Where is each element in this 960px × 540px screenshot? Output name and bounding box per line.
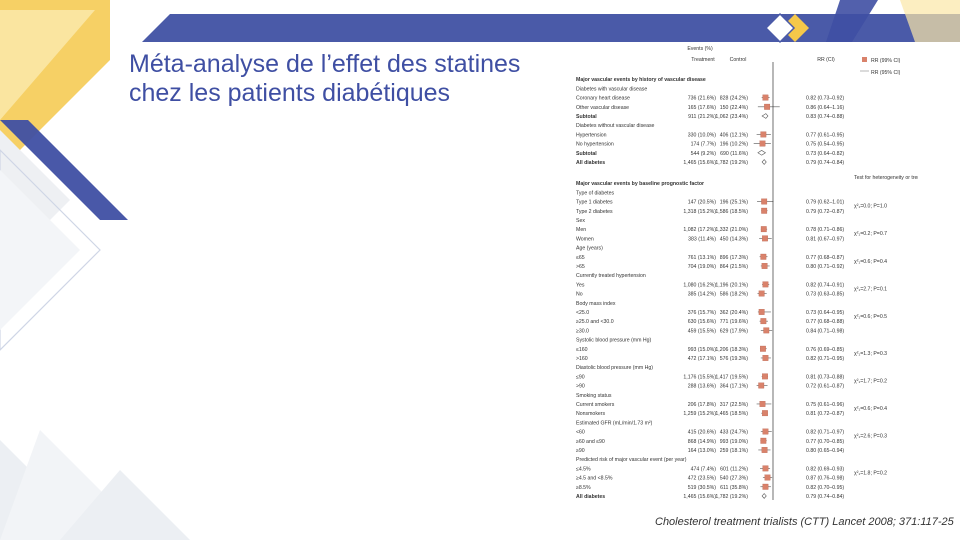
forest-control-value: 1,465 (18.5%) — [715, 411, 748, 418]
forest-point-marker — [763, 484, 769, 490]
forest-control-value: 433 (24.7%) — [719, 429, 748, 436]
header-events: Events (%) — [687, 46, 713, 52]
forest-row-label: Subtotal — [576, 114, 597, 120]
forest-row-label: ≤4.5% — [576, 466, 591, 473]
forest-rr-value: 0.72 (0.61–0.87) — [806, 383, 845, 390]
forest-control-value: 611 (35.8%) — [720, 484, 748, 491]
forest-treatment-value: 385 (14.2%) — [687, 291, 716, 298]
forest-treatment-value: 1,082 (17.2%) — [683, 227, 716, 234]
forest-treatment-value: 1,080 (16.2%) — [683, 282, 716, 289]
forest-point-marker — [758, 383, 764, 389]
forest-point-marker — [761, 208, 767, 214]
forest-point-marker — [761, 318, 767, 324]
forest-treatment-value: 1,318 (15.2%) — [683, 208, 716, 215]
forest-point-marker — [761, 438, 767, 444]
header-control: Control — [729, 57, 747, 63]
forest-treatment-value: 415 (20.6%) — [687, 429, 716, 436]
forest-rr-value: 0.79 (0.72–0.87) — [806, 208, 845, 215]
forest-point-marker — [762, 374, 768, 380]
forest-control-value: 259 (18.1%) — [719, 447, 748, 454]
forest-control-value: 196 (25.1%) — [719, 199, 748, 206]
forest-rr-value: 0.77 (0.68–0.87) — [806, 254, 845, 261]
forest-row-label: No hypertension — [576, 141, 614, 148]
forest-row-label: Coronary heart disease — [576, 95, 630, 102]
forest-row-label: Sex — [576, 217, 585, 224]
forest-rr-value: 0.82 (0.74–0.91) — [806, 282, 845, 289]
citation: Cholesterol treatment trialists (CTT) Lancet 2008; 371:117-25 — [655, 516, 954, 528]
forest-row-label: No — [576, 291, 583, 298]
forest-treatment-value: 761 (13.1%) — [687, 254, 716, 261]
forest-row-label: Body mass index — [576, 300, 616, 307]
header-rr: RR (CI) — [817, 57, 835, 63]
forest-treatment-value: 174 (7.7%) — [690, 141, 716, 148]
forest-row-label: All diabetes — [576, 493, 606, 500]
forest-treatment-value: 472 (23.5%) — [687, 475, 716, 482]
forest-rr-value: 0.77 (0.68–0.88) — [806, 319, 845, 326]
forest-treatment-value: 1,465 (15.6%) — [683, 493, 716, 500]
forest-row-label: Yes — [576, 282, 585, 289]
forest-heterogeneity: χ²₁=0.6; P=0.4 — [854, 258, 888, 265]
forest-treatment-value: 474 (7.4%) — [690, 466, 716, 473]
forest-point-marker — [761, 132, 767, 138]
forest-row-label: <25.0 — [576, 309, 590, 316]
header-treatment: Treatment — [691, 57, 715, 63]
forest-rr-value: 0.77 (0.61–0.95) — [806, 132, 845, 139]
forest-row-label: Subtotal — [576, 150, 597, 157]
forest-rr-value: 0.82 (0.71–0.95) — [806, 355, 845, 362]
forest-heterogeneity: χ²₁=0.2; P=0.7 — [854, 231, 888, 238]
forest-row-label: ≥30.0 — [576, 328, 589, 335]
forest-row-label: Hypertension — [576, 132, 607, 139]
forest-rr-value: 0.80 (0.71–0.92) — [806, 263, 845, 270]
forest-treatment-value: 911 (21.2%) — [688, 114, 716, 120]
forest-treatment-value: 376 (15.7%) — [687, 309, 716, 316]
forest-rr-value: 0.81 (0.72–0.87) — [806, 411, 845, 418]
forest-row-label: <60 — [576, 429, 585, 436]
forest-treatment-value: 544 (9.2%) — [690, 150, 716, 157]
forest-point-marker — [759, 291, 765, 297]
legend-rr99-marker — [862, 57, 867, 62]
forest-control-value: 993 (19.0%) — [719, 438, 748, 445]
forest-rr-value: 0.75 (0.54–0.95) — [806, 141, 845, 148]
forest-row-label: Men — [576, 227, 587, 234]
forest-rr-value: 0.78 (0.71–0.86) — [806, 227, 845, 234]
forest-control-value: 406 (12.1%) — [719, 132, 748, 139]
forest-row-label: Age (years) — [576, 245, 603, 252]
forest-diamond — [762, 160, 766, 165]
forest-rr-value: 0.80 (0.65–0.94) — [806, 447, 845, 454]
forest-point-marker — [765, 475, 771, 481]
forest-heterogeneity: χ²₁=1.3; P=0.3 — [854, 350, 888, 357]
forest-control-value: 828 (24.2%) — [719, 95, 748, 102]
forest-treatment-value: 288 (13.6%) — [687, 383, 716, 390]
forest-treatment-value: 736 (21.6%) — [687, 95, 716, 102]
forest-rr-value: 0.82 (0.71–0.97) — [806, 429, 845, 436]
forest-rr-value: 0.84 (0.71–0.98) — [806, 328, 845, 335]
legend-rr99: RR (99% CI) — [871, 58, 901, 64]
forest-treatment-value: 868 (14.9%) — [687, 438, 716, 445]
forest-row-label: Currently treated hypertension — [576, 273, 646, 280]
forest-row-label: ≥90 — [576, 447, 585, 454]
forest-control-value: 576 (19.3%) — [719, 355, 748, 362]
forest-treatment-value: 630 (15.6%) — [687, 319, 716, 326]
forest-control-value: 196 (10.2%) — [719, 141, 748, 148]
forest-row-label: Type of diabetes — [576, 190, 615, 197]
forest-point-marker — [762, 410, 768, 416]
forest-row-label: Women — [576, 236, 594, 243]
forest-rr-value: 0.79 (0.74–0.84) — [806, 493, 845, 500]
forest-point-marker — [760, 141, 766, 147]
forest-control-value: 1,196 (20.1%) — [715, 282, 748, 289]
slide-title-line-1: Méta-analyse de l’effet des statines — [129, 50, 521, 78]
forest-treatment-value: 330 (10.0%) — [687, 132, 716, 139]
forest-rr-value: 0.75 (0.61–0.96) — [806, 401, 845, 408]
forest-row-label: Diastolic blood pressure (mm Hg) — [576, 365, 653, 372]
forest-control-value: 864 (21.5%) — [719, 263, 748, 270]
forest-point-marker — [760, 401, 766, 407]
forest-row-label: Smoking status — [576, 392, 612, 399]
forest-row-label: ≤65 — [576, 254, 585, 261]
legend-rr95: RR (95% CI) — [871, 70, 901, 76]
forest-rr-value: 0.77 (0.70–0.85) — [806, 438, 845, 445]
forest-rr-value: 0.82 (0.73–0.92) — [806, 95, 845, 102]
forest-rr-value: 0.81 (0.67–0.97) — [806, 236, 845, 243]
forest-control-value: 690 (11.6%) — [720, 150, 748, 157]
forest-row-label: ≤160 — [576, 346, 588, 353]
forest-row-label: ≥4.5 and <8.5% — [576, 475, 613, 482]
forest-point-marker — [759, 309, 765, 315]
forest-row-label: Systolic blood pressure (mm Hg) — [576, 337, 652, 344]
forest-point-marker — [762, 263, 768, 269]
forest-rr-value: 0.73 (0.64–0.82) — [806, 150, 845, 157]
forest-control-value: 896 (17.3%) — [719, 254, 748, 261]
forest-row-label: Type 1 diabetes — [576, 199, 613, 206]
forest-plot-figure — [562, 40, 918, 500]
forest-treatment-value: 459 (15.5%) — [687, 328, 716, 335]
forest-treatment-value: 165 (17.6%) — [687, 104, 716, 111]
forest-control-value: 586 (18.2%) — [719, 291, 748, 298]
forest-point-marker — [763, 466, 769, 472]
forest-heterogeneity: χ²₁=0.6; P=0.5 — [854, 313, 888, 320]
forest-row-label: ≥8.5% — [576, 484, 591, 491]
forest-heterogeneity: χ²₁=2.7; P=0.1 — [854, 286, 888, 293]
forest-control-value: 150 (22.4%) — [719, 104, 748, 111]
forest-plot — [562, 40, 918, 500]
forest-heterogeneity: χ²₁=0.0; P=1.0 — [854, 203, 888, 210]
test-for-trend: Test for heterogeneity or trend — [854, 175, 918, 182]
forest-diamond — [762, 494, 766, 499]
forest-treatment-value: 704 (19.0%) — [687, 263, 716, 270]
forest-point-marker — [761, 254, 767, 260]
forest-heterogeneity: χ²₁=1.7; P=0.2 — [854, 378, 888, 385]
forest-point-marker — [763, 429, 769, 435]
forest-treatment-value: 1,259 (15.2%) — [683, 411, 716, 418]
forest-point-marker — [764, 328, 770, 334]
forest-row-label: Diabetes with vascular disease — [576, 86, 648, 93]
forest-rr-value: 0.73 (0.63–0.85) — [806, 291, 845, 298]
forest-row-label: Estimated GFR (mL/min/1.73 m²) — [576, 420, 653, 427]
forest-treatment-value: 519 (30.5%) — [687, 484, 716, 491]
forest-treatment-value: 206 (17.8%) — [687, 401, 716, 408]
forest-control-value: 1,782 (19.2%) — [715, 493, 748, 500]
forest-control-value: 771 (19.6%) — [719, 319, 748, 326]
forest-treatment-value: 164 (13.0%) — [687, 447, 716, 454]
forest-control-value: 362 (20.4%) — [719, 309, 748, 316]
forest-control-value: 1,206 (18.3%) — [715, 346, 748, 353]
forest-point-marker — [761, 199, 767, 205]
forest-diamond — [762, 114, 768, 119]
forest-control-value: 601 (11.2%) — [720, 466, 748, 473]
forest-control-value: 1,586 (18.5%) — [715, 208, 748, 215]
forest-heterogeneity: χ²₁=2.6; P=0.3 — [854, 433, 888, 440]
forest-control-value: 540 (27.3%) — [719, 475, 748, 482]
forest-rr-value: 0.81 (0.73–0.88) — [806, 374, 845, 381]
forest-row-label: ≤90 — [576, 374, 585, 381]
forest-point-marker — [761, 226, 767, 232]
forest-rr-value: 0.86 (0.64–1.16) — [806, 104, 845, 111]
forest-treatment-value: 472 (17.1%) — [687, 355, 716, 362]
forest-rr-value: 0.79 (0.74–0.84) — [806, 160, 845, 166]
forest-rr-value: 0.76 (0.69–0.85) — [806, 346, 845, 353]
forest-treatment-value: 1,465 (15.6%) — [683, 160, 716, 166]
forest-point-marker — [762, 236, 768, 242]
forest-row-label: Major vascular events by history of vascular disease — [576, 77, 706, 84]
forest-treatment-value: 1,176 (15.5%) — [683, 374, 716, 381]
forest-point-marker — [763, 355, 769, 361]
slide-title — [129, 50, 559, 108]
forest-row-label: ≥60 and ≤90 — [576, 438, 605, 445]
forest-point-marker — [762, 447, 768, 453]
forest-treatment-value: 993 (15.0%) — [687, 346, 716, 353]
forest-treatment-value: 147 (20.5%) — [687, 199, 716, 206]
forest-point-marker — [764, 104, 770, 110]
forest-row-label: Current smokers — [576, 401, 615, 408]
forest-rr-value: 0.79 (0.62–1.01) — [806, 199, 845, 206]
forest-diamond — [758, 150, 766, 155]
forest-point-marker — [763, 282, 769, 288]
forest-row-label: Type 2 diabetes — [576, 208, 613, 215]
forest-row-label: Predicted risk of major vascular event (per year) — [576, 457, 687, 464]
slide-title-line-2: chez les patients diabétiques — [129, 79, 451, 107]
forest-heterogeneity: χ²₁=1.8; P=0.2 — [854, 470, 888, 477]
forest-point-marker — [760, 346, 766, 352]
forest-control-value: 317 (22.5%) — [719, 401, 748, 408]
forest-row-label: Nonsmokers — [576, 411, 606, 418]
forest-row-label: Diabetes without vascular disease — [576, 123, 655, 130]
forest-point-marker — [763, 95, 769, 101]
forest-control-value: 629 (17.9%) — [719, 328, 748, 335]
forest-control-value: 1,332 (21.0%) — [715, 227, 748, 234]
forest-control-value: 450 (14.3%) — [719, 236, 748, 243]
forest-rr-value: 0.82 (0.69–0.93) — [806, 466, 845, 473]
forest-row-label: >160 — [576, 355, 588, 362]
forest-row-label: Major vascular events by baseline prognostic factor — [576, 181, 705, 188]
forest-control-value: 364 (17.1%) — [719, 383, 748, 390]
forest-rr-value: 0.82 (0.70–0.95) — [806, 484, 845, 491]
forest-row-label: ≥25.0 and <30.0 — [576, 319, 614, 326]
forest-rr-value: 0.87 (0.76–0.98) — [806, 475, 845, 482]
forest-row-label: >65 — [576, 263, 585, 270]
forest-control-value: 1,062 (23.4%) — [715, 114, 748, 120]
forest-control-value: 1,417 (19.5%) — [715, 374, 748, 381]
forest-row-label: All diabetes — [576, 160, 606, 166]
forest-row-label: >90 — [576, 383, 585, 390]
forest-rr-value: 0.83 (0.74–0.88) — [806, 114, 845, 120]
forest-heterogeneity: χ²₁=0.6; P=0.4 — [854, 405, 888, 412]
forest-treatment-value: 383 (11.4%) — [688, 236, 716, 243]
forest-control-value: 1,782 (19.2%) — [715, 160, 748, 166]
forest-rr-value: 0.73 (0.64–0.95) — [806, 309, 845, 316]
forest-row-label: Other vascular disease — [576, 104, 630, 111]
